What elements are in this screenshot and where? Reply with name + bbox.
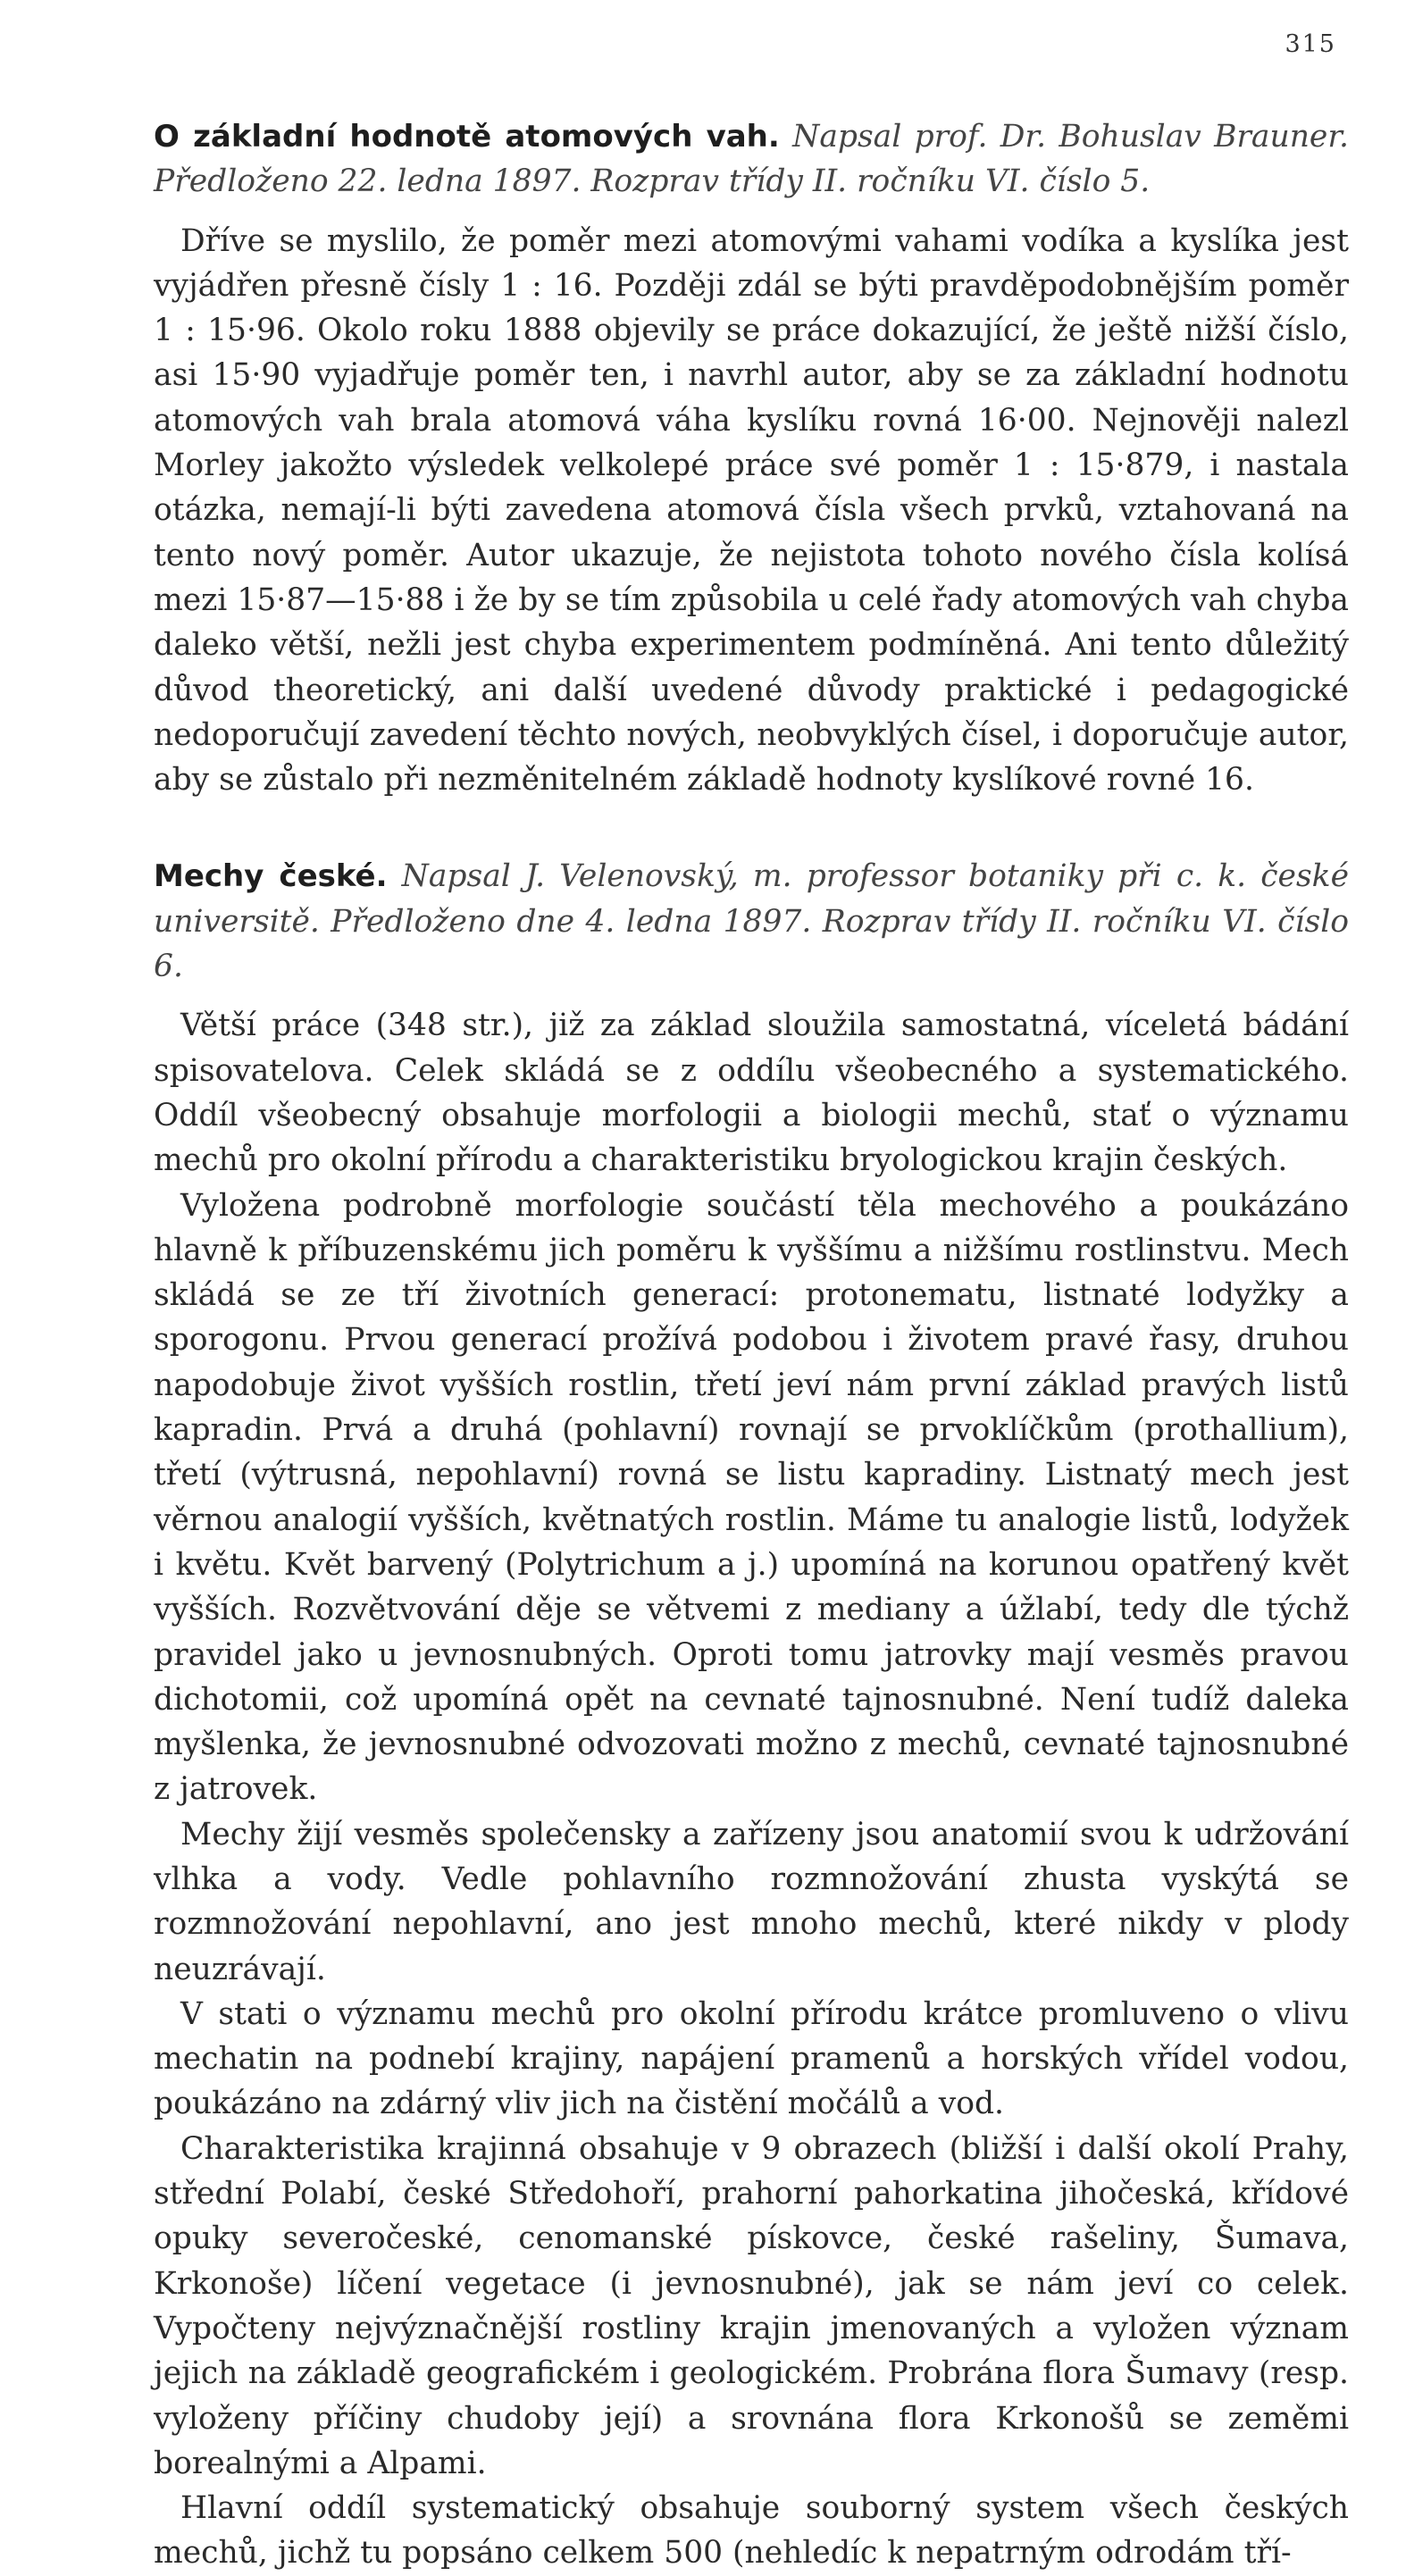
- paragraph: Hlavní oddíl systematický obsahuje souborný system všech českých mechů, jichž tu popsáno celkem 500 (nehledíc k nepatrným odrodám tří-: [154, 2490, 1349, 2572]
- page-number: 315: [1285, 30, 1336, 58]
- article-title: O základní hodnotě atomových vah.: [154, 119, 780, 155]
- article-byline: Napsal J. Velenovský, m. professor botaniky při c. k. české universitě. Předloženo dne 4. ledna 1897. Rozprav třídy II. ročníku VI. číslo 6.: [154, 858, 1349, 985]
- article-heading: [154, 854, 1349, 989]
- paragraph: Dříve se myslilo, že poměr mezi atomovými vahami vodíka a kyslíka jest vyjádřen přesně čísly 1 : 16. Později zdál se býti pravděpodobnějším poměr 1 : 15·96. Okolo roku 1888 objevily se práce dokazující, že ještě nižší číslo, asi 15·90 vyjadřuje poměr ten, i navrhl autor, aby se za základní hodnotu atomových vah brala atomová váha kyslíku rovná 16·00. Nejnověji nalezl Morley jakožto výsledek velkolepé práce své poměr 1 : 15·879, i nastala otázka, nemají-li býti zavedena atomová čísla všech prvků, vztahovaná na tento nový poměr. Autor ukazuje, že nejistota tohoto nového čísla kolísá mezi 15·87—15·88 i že by se tím způsobila u celé řady atomových vah chyba daleko větší, nežli jest chyba experimentem podmíněná. Ani tento důležitý důvod theoretický, ani další uvedené důvody praktické i pedagogické nedoporučují zavedení těchto nových, neobvyklých čísel, i doporučuje autor, aby se zůstalo při nezměnitelném základě hodnoty kyslíkové rovné 16.: [154, 222, 1349, 799]
- article-byline: Napsal prof. Dr. Bohuslav Brauner. Předloženo 22. ledna 1897. Rozprav třídy II. ročníku VI. číslo 5.: [154, 119, 1350, 200]
- paragraph: Vyložena podrobně morfologie součástí těla mechového a poukázáno hlavně k příbuzenskému jich poměru k vyššímu a nižšímu rostlinstvu. Mech skládá se ze tří životních generací: protonematu, listnaté lodyžky a sporogonu. Prvou generací prožívá podobou i životem pravé řasy, druhou napodobuje život vyšších rostlin, třetí jeví nám první základ pravých listů kapradin. Prvá a druhá (pohlavní) rovnají se prvoklíčkům (prothallium), třetí (výtrusná, nepohlavní) rovná se listu kapradiny. Listnatý mech jest věrnou analogií vyšších, květnatých rostlin. Máme tu analogie listů, lodyžek i květu. Květ barvený (Polytrichum a j.) upomíná na korunou opatřený květ vyšších. Rozvětvování děje se větvemi z mediany a úžlabí, tedy dle týchž pravidel jako u jevnosnubných. Oproti tomu jatrovky mají vesměs pravou dichotomii, což upomíná opět na cevnaté tajnosnubné. Není tudíž daleka myšlenka, že jevnosnubné odvozovati možno z mechů, cevnaté tajnosnubné z jatrovek.: [154, 1187, 1349, 1808]
- article-czech-mosses: [154, 854, 1349, 2575]
- article-title: Mechy české.: [154, 858, 388, 895]
- paragraph: Větší práce (348 str.), již za základ sloužila samostatná, víceletá bádání spisovatelova. Celek skládá se z oddílu všeobecného a systematického. Oddíl všeobecný obsahuje morfologii a biologii mechů, stať o významu mechů pro okolní přírodu a charakteristiku bryologickou krajin českých.: [154, 1008, 1349, 1179]
- paragraph: Charakteristika krajinná obsahuje v 9 obrazech (bližší i další okolí Prahy, střední Polabí, české Středohoří, prahorní pahorkatina jihočeská, křídové opuky severočeské, cenomanské pískovce, české rašeliny, Šumava, Krkonoše) líčení vegetace (i jevnosnubné), jak se nám jeví co celek. Vypočteny nejvýznačnější rostliny krajin jmenovaných a vyložen význam jejich na základě geografickém i geologickém. Probrána flora Šumavy (resp. vyloženy příčiny chudoby její) a srovnána flora Krkonošů se zeměmi borealnými a Alpami.: [154, 2130, 1349, 2481]
- paragraph: Mechy žijí vesměs společensky a zařízeny jsou anatomií svou k udržování vlhka a vody. Vedle pohlavního rozmnožování zhusta vyskýtá se rozmnožování nepohlavní, ano jest mnoho mechů, které nikdy v plody neuzrávají.: [154, 1816, 1349, 1987]
- article-heading: [154, 114, 1349, 205]
- paragraph: V stati o významu mechů pro okolní přírodu krátce promluveno o vlivu mechatin na podnebí krajiny, napájení pramenů a horských vřídel vodou, poukázáno na zdárný vliv jich na čistění močálů a vod.: [154, 1995, 1349, 2122]
- page-column: [154, 114, 1349, 2576]
- article-atomic-weights: [154, 114, 1349, 802]
